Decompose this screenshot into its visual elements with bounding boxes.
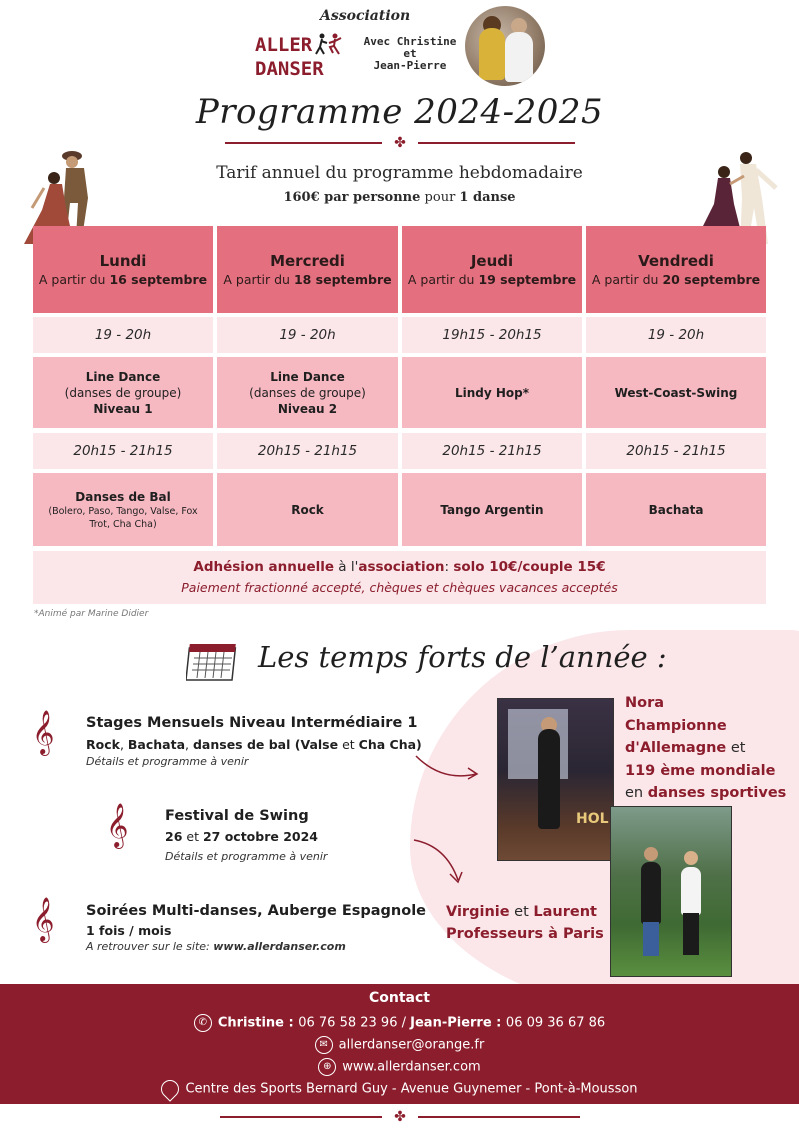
time-row-2 (33, 433, 766, 469)
day-name: Vendredi (638, 252, 714, 270)
tarif-heading: Tarif annuel du programme hebdomadaire (216, 163, 583, 183)
teachers-photo (610, 806, 732, 977)
website-link[interactable]: www.allerdanser.com (342, 1059, 481, 1075)
phone-line: ✆ Christine : 06 76 58 23 96 / Jean-Pierre : 06 09 36 67 86 (0, 1014, 799, 1032)
payment-info: Paiement fractionné accepté, chèques et chèques vacances acceptés (181, 580, 618, 595)
nora-caption: Nora Championne d'Allemagne et 119 ème mondiale en danses sportives (625, 695, 787, 801)
dance-cell: Danses de Bal (Bolero, Paso, Tango, Valse, Fox Trot, Cha Cha) (33, 473, 213, 546)
treble-clef-icon: 𝄞 (32, 897, 55, 941)
logo (255, 34, 355, 82)
day-header-monday (33, 226, 213, 313)
phone-icon: ✆ (194, 1014, 212, 1032)
event-title: Soirées Multi-danses, Auberge Espagnole (86, 903, 426, 919)
location-pin-icon (158, 1076, 183, 1101)
dance-cell: Lindy Hop* (402, 357, 582, 428)
teachers-caption: Virginie et Laurent Professeurs à Paris (446, 904, 604, 942)
ornament-icon: ✤ (220, 1110, 580, 1124)
address-line (0, 1080, 799, 1098)
calendar-icon (186, 642, 240, 682)
day-start-date: A partir du 16 septembre (38, 272, 208, 287)
contact-footer (0, 984, 799, 1104)
time-cell: 19 - 20h (586, 317, 766, 353)
schedule-header-row (33, 226, 766, 313)
treble-clef-icon: 𝄞 (106, 803, 129, 847)
hosts-photo (465, 6, 545, 86)
arrow-icon (410, 836, 466, 886)
day-start-date: A partir du 20 septembre (591, 272, 761, 287)
dance-cell: Line Dance (danses de groupe) Niveau 1 (33, 357, 213, 428)
day-header-friday (586, 226, 766, 313)
logo-line2: DANSER (255, 58, 324, 80)
jean-pierre-phone[interactable]: 06 09 36 67 86 (505, 1015, 606, 1031)
time-cell: 20h15 - 21h15 (33, 433, 213, 469)
membership-fee: Adhésion annuelle à l'association: solo 10€/couple 15€ (193, 559, 606, 575)
footnote: *Animé par Marine Didier (34, 609, 149, 619)
dance-cell: Tango Argentin (402, 473, 582, 546)
address-text: Centre des Sports Bernard Guy - Avenue Guynemer - Pont-à-Mousson (185, 1081, 638, 1097)
time-cell: 19 - 20h (217, 317, 398, 353)
christine-phone[interactable]: 06 76 58 23 96 (298, 1015, 398, 1031)
event-note: Détails et programme à venir (165, 850, 328, 863)
time-row-1 (33, 317, 766, 353)
tarif-price (0, 190, 799, 205)
dance-cell: Rock (217, 473, 398, 546)
price-connector: pour (420, 190, 460, 205)
membership-banner (33, 551, 766, 604)
time-cell: 20h15 - 21h15 (217, 433, 398, 469)
day-name: Jeudi (470, 252, 514, 270)
dance-cell: Bachata (586, 473, 766, 546)
price-unit: 1 danse (459, 190, 516, 205)
photo-sign: HOL (576, 811, 609, 827)
time-cell: 20h15 - 21h15 (402, 433, 582, 469)
price-value: 160€ par personne (283, 190, 421, 205)
event-title: Stages Mensuels Niveau Intermédiaire 1 (86, 715, 418, 731)
day-start-date: A partir du 18 septembre (223, 272, 392, 287)
day-start-date: A partir du 19 septembre (407, 272, 577, 287)
event-note: Détails et programme à venir (86, 755, 249, 768)
event-details: 1 fois / mois (86, 923, 172, 938)
event-details: Rock, Bachata, danses de bal (Valse et Cha Cha) (86, 737, 422, 752)
header (0, 0, 799, 160)
dance-cell: Line Dance (danses de groupe) Niveau 2 (217, 357, 398, 428)
day-name: Mercredi (270, 252, 345, 270)
hosts-line1: Avec Christine (363, 35, 457, 48)
time-cell: 20h15 - 21h15 (586, 433, 766, 469)
event-note: A retrouver sur le site: www.allerdanser.com (86, 940, 346, 953)
nora-photo (497, 698, 614, 861)
logo-line1: ALLER (255, 34, 313, 56)
hosts-line2: et (403, 47, 417, 60)
website-line (0, 1058, 799, 1076)
treble-clef-icon: 𝄞 (32, 710, 55, 754)
day-header-thursday (402, 226, 582, 313)
event-details: 26 et 27 octobre 2024 (165, 829, 318, 844)
dancers-icon (313, 32, 345, 58)
section-title: Les temps forts de l’année : (258, 640, 667, 674)
dance-row-2 (33, 473, 766, 546)
email-link[interactable]: allerdanser@orange.fr (338, 1037, 485, 1053)
email-line (0, 1036, 799, 1054)
ornament-icon: ✤ (225, 136, 575, 150)
arrow-icon (412, 748, 482, 784)
event-title: Festival de Swing (165, 808, 309, 824)
page-title: Programme 2024-2025 (195, 92, 604, 132)
contact-title: Contact (369, 990, 430, 1006)
day-name: Lundi (99, 252, 147, 270)
email-icon: ✉ (315, 1036, 333, 1054)
association-label: Association (320, 8, 411, 24)
dance-row-1 (33, 357, 766, 428)
hosts-label (360, 36, 460, 72)
time-cell: 19 - 20h (33, 317, 213, 353)
globe-icon: ⊕ (318, 1058, 336, 1076)
day-header-wednesday (217, 226, 398, 313)
time-cell: 19h15 - 20h15 (402, 317, 582, 353)
hosts-line3: Jean-Pierre (373, 59, 447, 72)
dance-cell: West-Coast-Swing (586, 357, 766, 428)
